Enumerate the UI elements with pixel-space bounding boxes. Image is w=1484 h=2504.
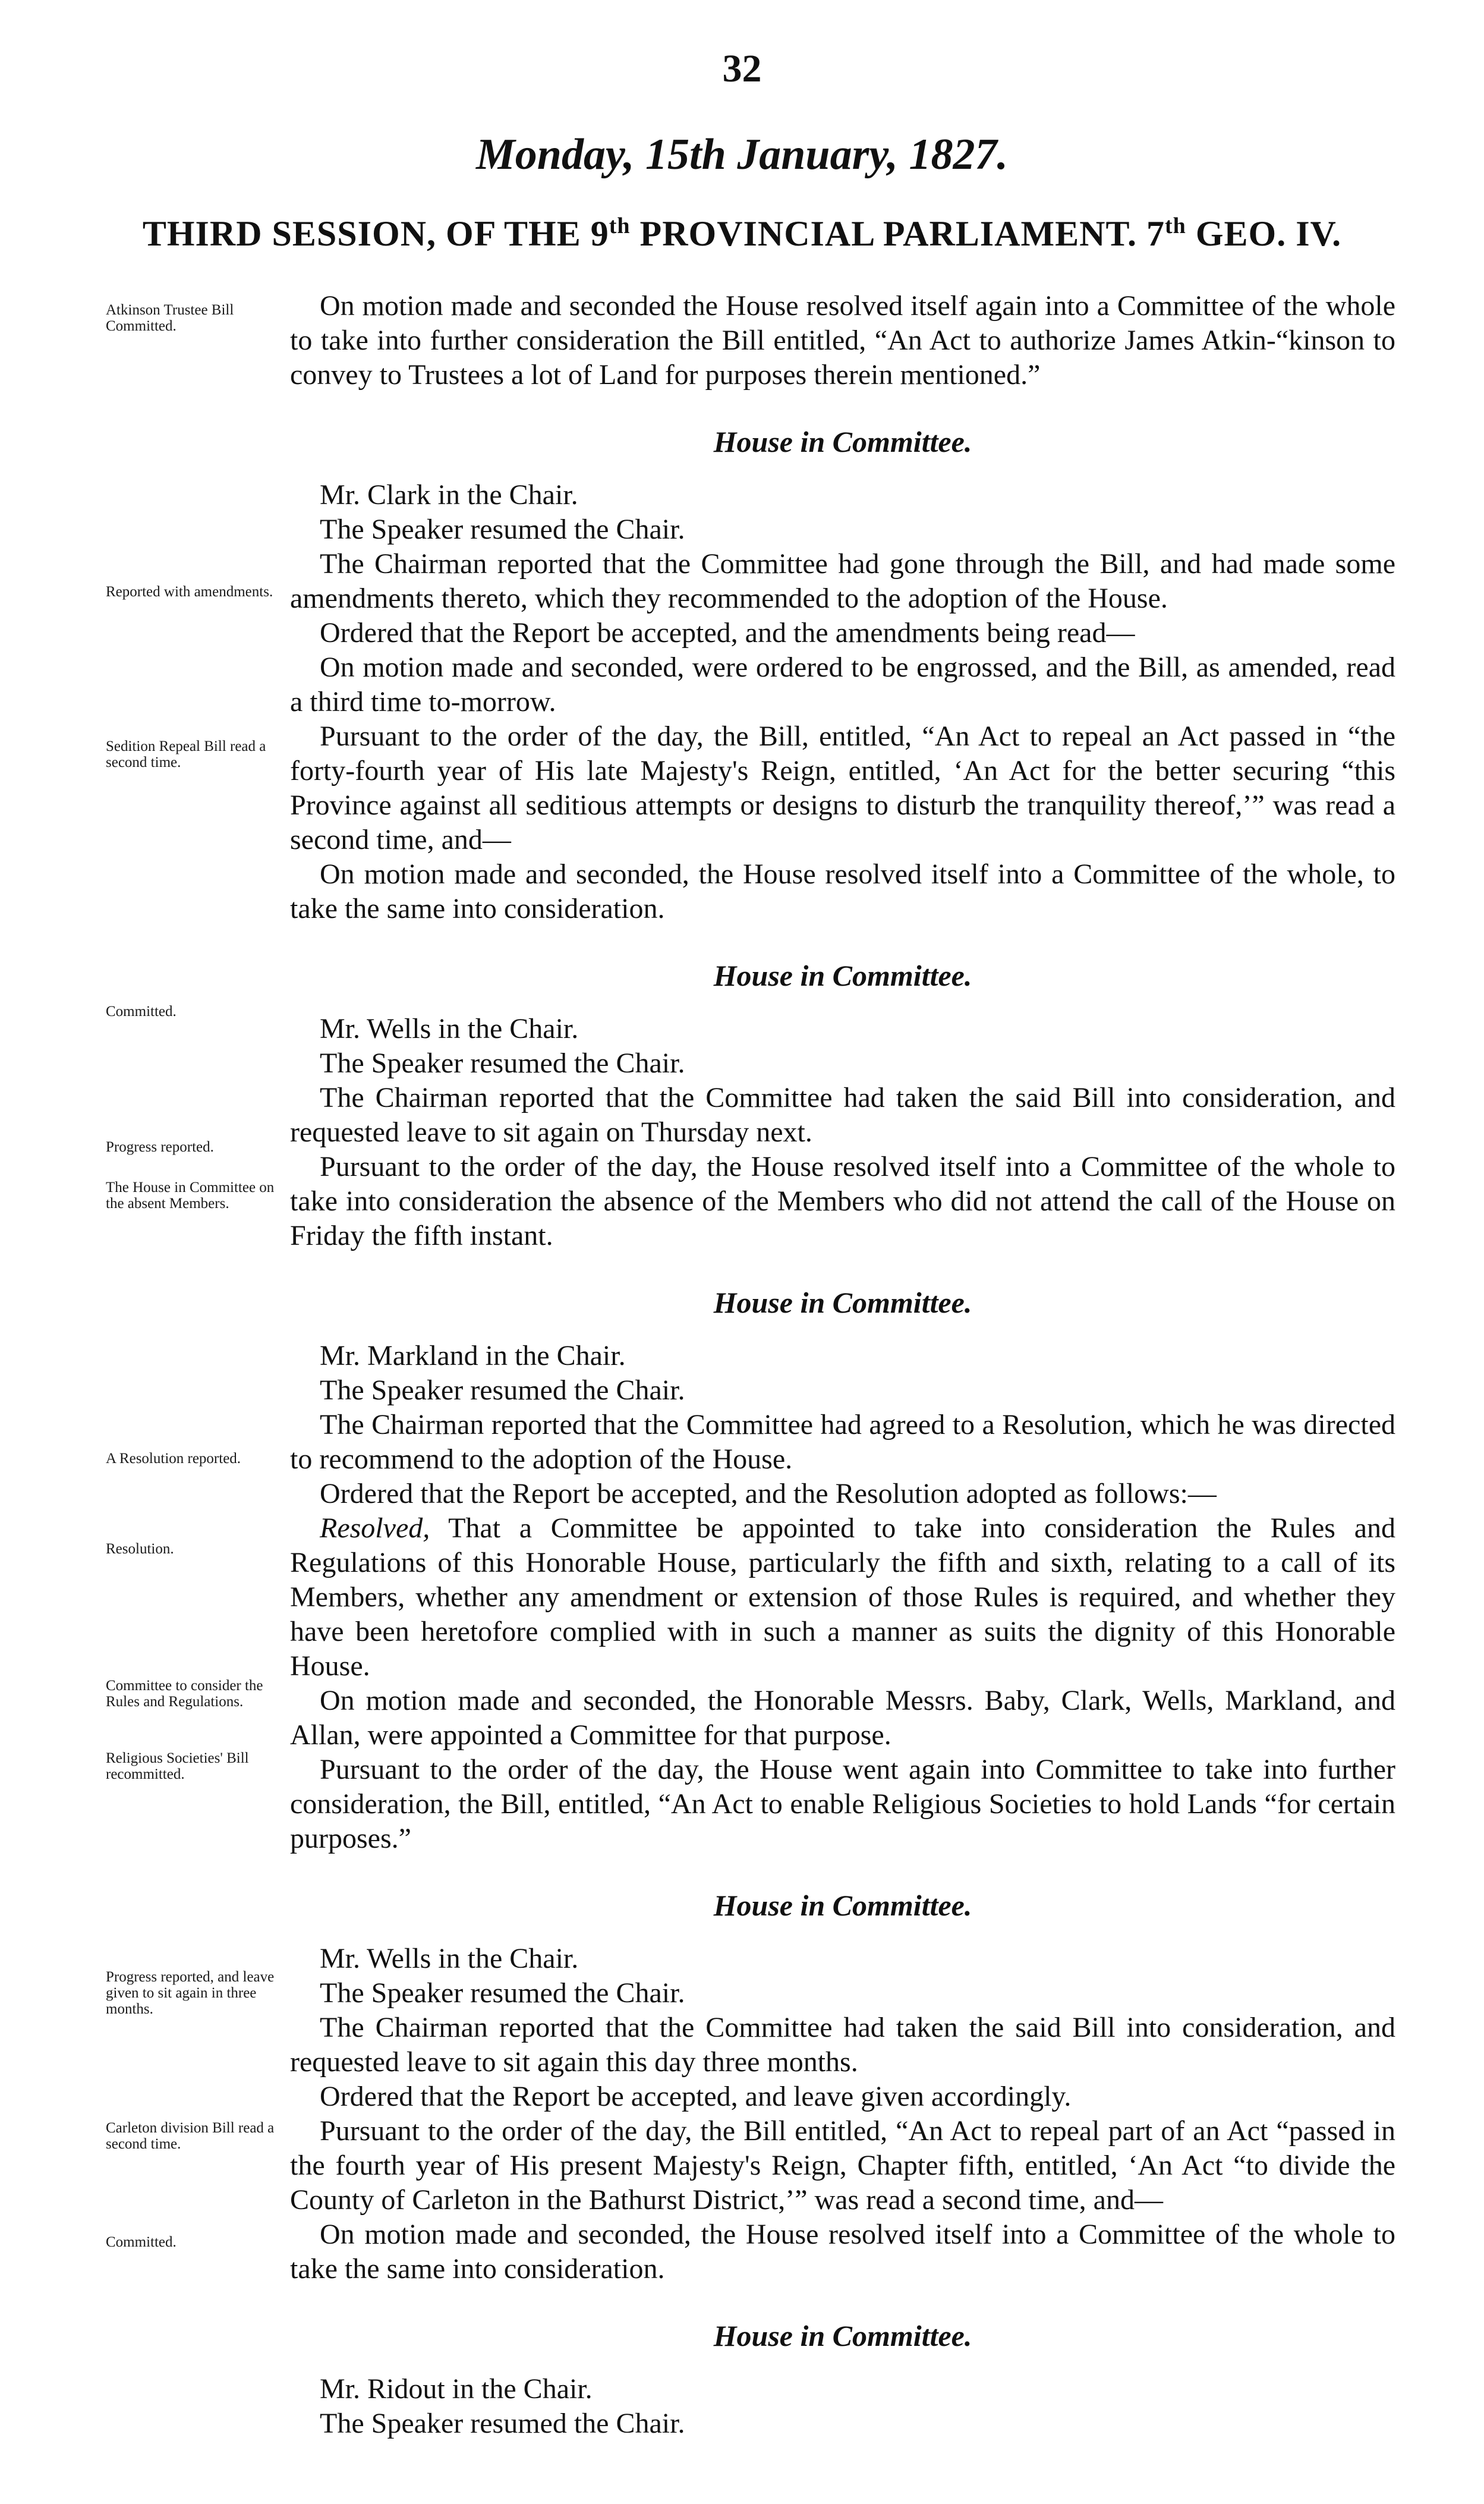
margin-note: Committed.	[106, 2234, 177, 2250]
paragraph: On motion made and seconded, the Honorable Messrs. Baby, Clark, Wells, Markland, and Allan, were appointed a Committee for that purpose.	[290, 1685, 1395, 1751]
session-heading-part-2: PROVINCIAL PARLIAMENT. 7	[630, 214, 1165, 253]
journal-body	[290, 289, 1395, 2441]
paragraph: The Chairman reported that the Committee had agreed to a Resolution, which he was directed to recommend to the adoption of the House.	[290, 1409, 1395, 1475]
paragraph: The Speaker resumed the Chair.	[320, 1977, 685, 2009]
margin-note: Religious Societies' Bill recommitted.	[106, 1750, 249, 1782]
paragraph: Pursuant to the order of the day, the Bill entitled, “An Act to repeal part of an Act “passed in the fourth year of His present Majesty's Reign, Chapter fifth, entitled, ‘An Act “to divide the County of Carleton in the Bathurst District,’” was read a second time, and—	[290, 2115, 1395, 2216]
margin-note: The House in Committee on the absent Members.	[106, 1179, 275, 1212]
margin-note: A Resolution reported.	[106, 1451, 241, 1467]
margin-note: Progress reported, and leave given to sit again in three months.	[106, 1969, 275, 2017]
paragraph: Mr. Wells in the Chair.	[320, 1013, 579, 1045]
margin-note: Resolution.	[106, 1541, 174, 1557]
margin-note: Committed.	[106, 1004, 177, 1020]
paragraph: Mr. Wells in the Chair.	[320, 1943, 579, 1974]
section-heading: House in Committee.	[713, 959, 972, 992]
session-heading-part-3: GEO. IV.	[1186, 214, 1342, 253]
paragraph: Pursuant to the order of the day, the House resolved itself into a Committee of the whole to take into consideration the absence of the Members who did not attend the call of the House on Friday the fifth instant.	[290, 1151, 1395, 1251]
margin-note: Sedition Repeal Bill read a second time.	[106, 738, 266, 770]
paragraph: Ordered that the Report be accepted, and the amendments being read—	[320, 617, 1135, 649]
session-heading	[0, 213, 1484, 254]
paragraph: Pursuant to the order of the day, the House went again into Committee to take into further consideration, the Bill, entitled, “An Act to enable Religious Societies to hold Lands “for certain purposes.”	[290, 1754, 1395, 1854]
paragraph: The Speaker resumed the Chair.	[320, 2408, 685, 2439]
paragraph	[290, 1511, 1395, 1684]
paragraph: The Speaker resumed the Chair.	[320, 1047, 685, 1079]
resolved-lead: Resolved,	[320, 1512, 430, 1544]
section-heading: House in Committee.	[713, 425, 972, 458]
paragraph: On motion made and seconded, the House resolved itself into a Committee of the whole to take the same into consideration.	[290, 2219, 1395, 2285]
paragraph: Pursuant to the order of the day, the Bill, entitled, “An Act to repeal an Act passed in “the forty-fourth year of His late Majesty's Reign, entitled, ‘An Act for the better securing “this Province against all seditious attempts or designs to disturb the tranquility thereof,’” was read a second time, and—	[290, 721, 1395, 855]
paragraph: The Chairman reported that the Committee had gone through the Bill, and had made some amendments thereto, which they recommended to the adoption of the House.	[290, 548, 1395, 614]
resolution-text: That a Committee be appointed to take into consideration the Rules and Regulations of this Honorable House, particularly the fifth and sixth, relating to a call of its Members, whether any amendment or extension of those Rules is required, and whether they have been heretofore complied with in such a manner as suits the dignity of this Honorable House.	[290, 1512, 1395, 1682]
session-heading-part-1: THIRD SESSION, OF THE 9	[142, 214, 609, 253]
section-heading: House in Committee.	[713, 1889, 972, 1922]
margin-note: Reported with amendments.	[106, 584, 273, 600]
paragraph: On motion made and seconded the House resolved itself again into a Committee of the whole to take into further consideration the Bill entitled, “An Act to authorize James Atkin-“kinson to convey to Trustees a lot of Land for purposes therein mentioned.”	[290, 290, 1395, 391]
paragraph: On motion made and seconded, were ordered to be engrossed, and the Bill, as amended, read a third time to-morrow.	[290, 652, 1395, 718]
margin-note: Committee to consider the Rules and Regulations.	[106, 1678, 263, 1710]
paragraph: Mr. Clark in the Chair.	[320, 479, 578, 511]
section-heading: House in Committee.	[713, 1286, 972, 1319]
paragraph: The Speaker resumed the Chair.	[320, 1374, 685, 1406]
margin-note: Progress reported.	[106, 1139, 214, 1155]
margin-note: Atkinson Trustee Bill Committed.	[106, 302, 234, 334]
margin-note: Carleton division Bill read a second time.	[106, 2120, 275, 2152]
session-ordinal-1: th	[609, 213, 631, 238]
paragraph: Mr. Ridout in the Chair.	[320, 2373, 593, 2405]
paragraph: Mr. Markland in the Chair.	[320, 1340, 626, 1371]
paragraph: Ordered that the Report be accepted, and leave given accordingly.	[320, 2081, 1072, 2112]
date-heading: Monday, 15th January, 1827.	[476, 130, 1008, 179]
paragraph: The Speaker resumed the Chair.	[320, 514, 685, 545]
paragraph: The Chairman reported that the Committee had taken the said Bill into consideration, and requested leave to sit again this day three months.	[290, 2012, 1395, 2078]
section-heading: House in Committee.	[713, 2319, 972, 2352]
session-ordinal-2: th	[1165, 213, 1186, 238]
paragraph: On motion made and seconded, the House resolved itself into a Committee of the whole, to take the same into consideration.	[290, 858, 1395, 924]
paragraph: The Chairman reported that the Committee had taken the said Bill into consideration, and requested leave to sit again on Thursday next.	[290, 1082, 1395, 1148]
page-number: 32	[722, 47, 762, 90]
paragraph: Ordered that the Report be accepted, and the Resolution adopted as follows:—	[320, 1478, 1217, 1509]
